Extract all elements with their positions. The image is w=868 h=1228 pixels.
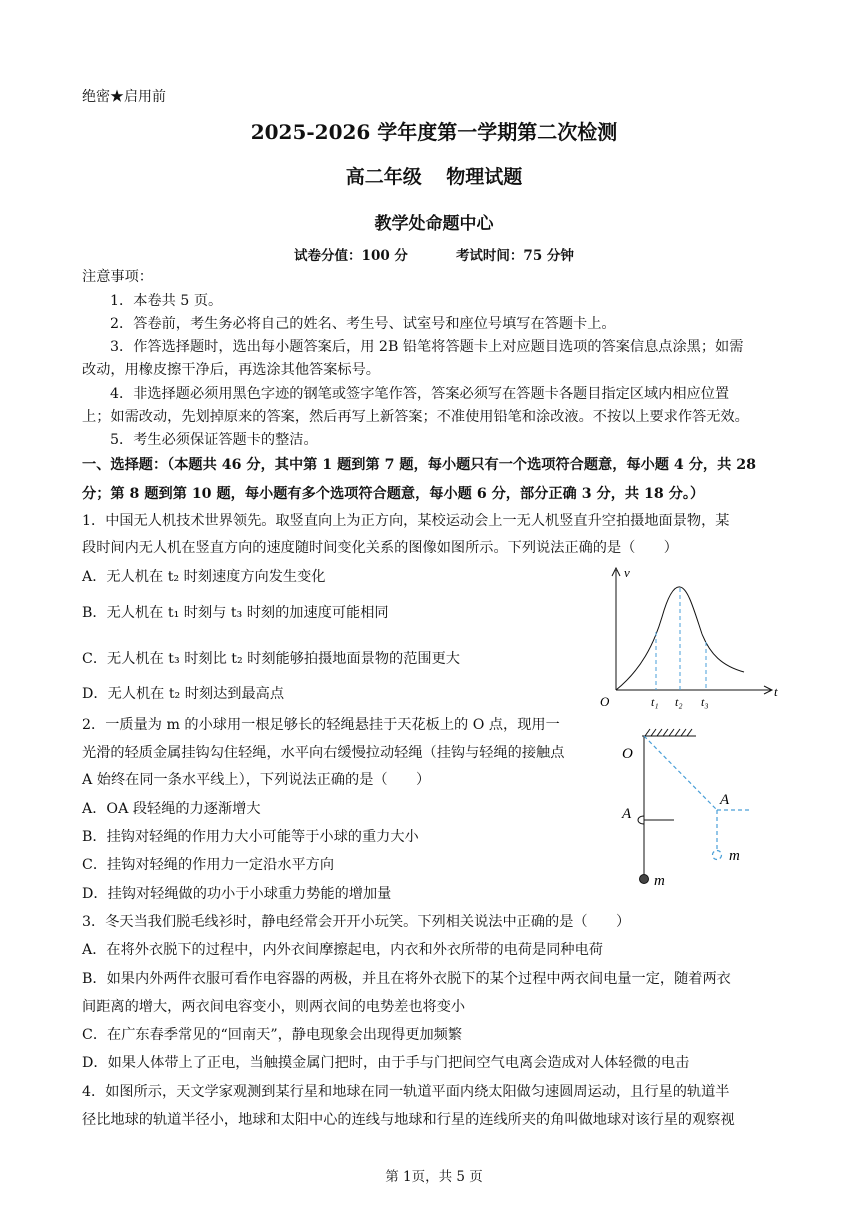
q2-stem: 光滑的轻质金属挂钩勾住轻绳，水平向右缓慢拉动轻绳（挂钩与轻绳的接触点: [82, 745, 565, 761]
q3-option-b: B．如果内外两件衣服可看作电容器的两极，并且在将外衣脱下的某个过程中两衣间电量一定，随着两衣: [82, 971, 731, 987]
issuer: 教学处命题中心: [374, 214, 494, 234]
t1-label: t₁: [651, 695, 659, 709]
point-a-moved-label: A: [720, 792, 730, 808]
q1-option-c: C．无人机在 t₃ 时刻比 t₂ 时刻能够拍摄地面景物的范围更大: [82, 651, 460, 667]
q2-stem: A 始终在同一条水平线上），下列说法正确的是（ ）: [82, 772, 431, 788]
note-item: 2．答卷前，考生务必将自己的姓名、考生号、试室号和座位号填写在答题卡上。: [110, 316, 616, 332]
point-a-label: A: [622, 806, 632, 822]
mass-label: m: [654, 873, 665, 889]
q1-option-b: B．无人机在 t₁ 时刻与 t₃ 时刻的加速度可能相同: [82, 605, 389, 621]
q1-velocity-graph: [596, 562, 786, 714]
q1-option-d: D．无人机在 t₂ 时刻达到最高点: [82, 686, 285, 702]
v-axis-label: v: [624, 565, 630, 580]
mass-moved-label: m: [729, 848, 740, 864]
q3-stem: 3．冬天当我们脱毛线衫时，静电经常会开开小玩笑。下列相关说法中正确的是（ ）: [82, 914, 631, 930]
section-heading: 分；第 8 题到第 10 题，每小题有多个选项符合题意，每小题 6 分，部分正确 3 分，共 18 分。）: [82, 486, 705, 502]
q2-option-a: A．OA 段轻绳的力逐渐增大: [82, 801, 261, 817]
q1-option-a: A．无人机在 t₂ 时刻速度方向发生变化: [82, 569, 326, 585]
note-item: 上；如需改动，先划掉原来的答案，然后再写上新答案；不准使用铅笔和涂改液。不按以上要求作答无效。: [82, 409, 749, 425]
q4-stem: 4．如图所示，天文学家观测到某行星和地球在同一轨道平面内绕太阳做匀速圆周运动，且行星的轨道半: [82, 1084, 730, 1100]
note-item: 改动，用橡皮擦干净后，再选涂其他答案标号。: [82, 362, 380, 378]
q1-stem: 1．中国无人机技术世界领先。取竖直向上为正方向，某校运动会上一无人机竖直升空拍摄地面景物，某: [82, 513, 730, 529]
note-item: 1．本卷共 5 页。: [110, 293, 223, 309]
q2-option-b: B．挂钩对轻绳的作用力大小可能等于小球的重力大小: [82, 829, 419, 845]
q2-stem: 2．一质量为 m 的小球用一根足够长的轻绳悬挂于天花板上的 O 点，现用一: [82, 717, 560, 733]
point-o-label: O: [622, 746, 633, 762]
q3-option-c: C．在广东春季常见的“回南天”，静电现象会出现得更加频繁: [82, 1027, 463, 1043]
q2-option-d: D．挂钩对轻绳做的功小于小球重力势能的增加量: [82, 886, 392, 902]
q4-stem: 径比地球的轨道半径小，地球和太阳中心的连线与地球和行星的连线所夹的角叫做地球对该行星的观察视: [82, 1112, 735, 1128]
origin-label: O: [600, 694, 610, 709]
t3-label: t₃: [701, 695, 709, 709]
confidential-mark: 绝密★启用前: [82, 89, 166, 105]
note-item: 4．非选择题必须用黑色字迹的钢笔或签字笔作答，答案必须写在答题卡各题目指定区域内相应位置: [110, 386, 730, 402]
q3-option-d: D．如果人体带上了正电，当触摸金属门把时，由于手与门把间空气电离会造成对人体轻微的电击: [82, 1055, 690, 1071]
section-heading: 一、选择题：（本题共 46 分，其中第 1 题到第 7 题，每小题只有一个选项符合题意，每小题 4 分，共 28: [82, 457, 756, 473]
note-item: 5．考生必须保证答题卡的整洁。: [110, 432, 318, 448]
time-info: 考试时间：75 分钟: [455, 248, 574, 264]
q3-option-b-cont: 间距离的增大，两衣间电容变小，则两衣间的电势差也将变小: [82, 999, 466, 1015]
page-footer: 第 1页，共 5 页: [385, 1169, 483, 1185]
exam-title: 2025-2026 学年度第一学期第二次检测: [250, 120, 618, 144]
t2-label: t₂: [675, 695, 683, 709]
q2-option-c: C．挂钩对轻绳的作用力一定沿水平方向: [82, 857, 335, 873]
notes-heading: 注意事项：: [82, 269, 153, 285]
q2-hook-figure: [612, 726, 788, 892]
exam-meta: [0, 244, 868, 264]
exam-subtitle: 高二年级 物理试题: [345, 166, 523, 188]
score-info: 试卷分值：100 分: [294, 248, 408, 264]
t-axis-label: t: [774, 684, 778, 699]
q1-stem: 段时间内无人机在竖直方向的速度随时间变化关系的图像如图所示。下列说法正确的是（ ）: [82, 540, 678, 556]
note-item: 3．作答选择题时，选出每小题答案后，用 2B 铅笔将答题卡上对应题目选项的答案信息点涂黑；如需: [110, 339, 744, 355]
q3-option-a: A．在将外衣脱下的过程中，内外衣间摩擦起电，内衣和外衣所带的电荷是同种电荷: [82, 942, 603, 958]
